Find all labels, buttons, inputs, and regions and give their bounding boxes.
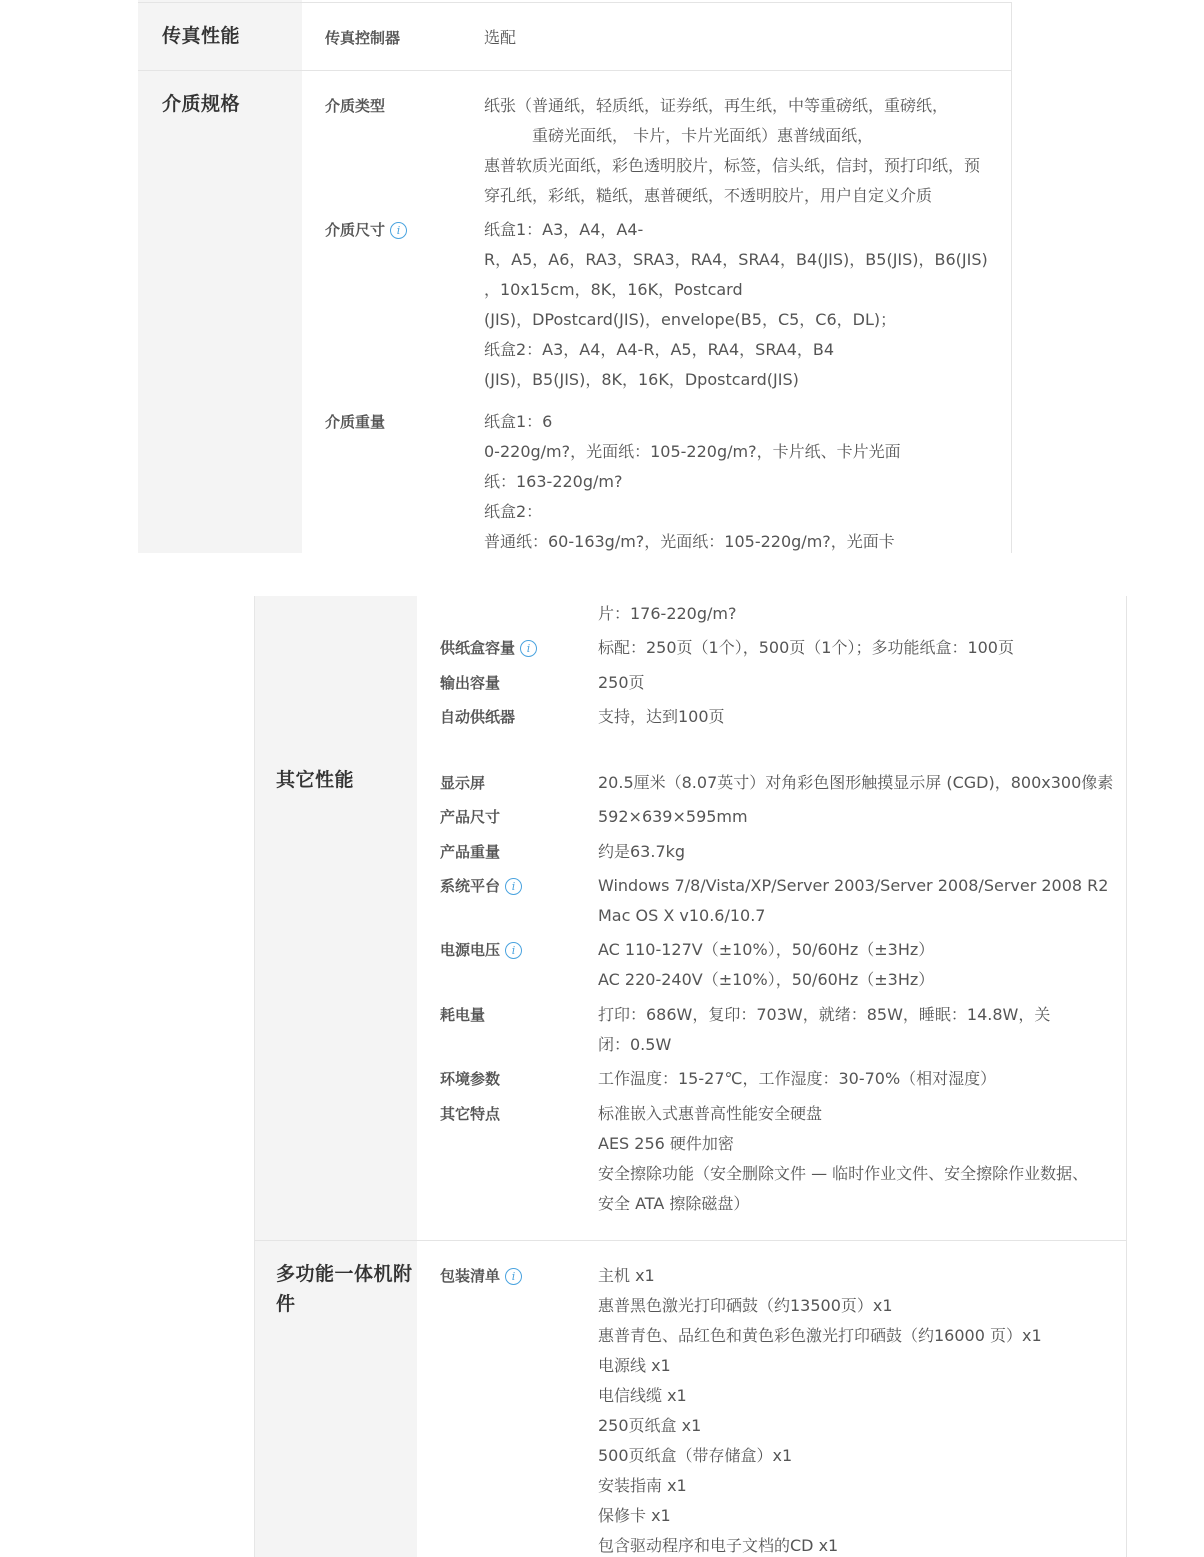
spec-value-display: 20.5厘米（8.07英寸）对角彩色图形触摸显示屏 (CGD)，800x300像素	[598, 773, 1114, 792]
spec-value-tray-capacity: 标配：250页（1个），500页（1个）；多功能纸盒：100页	[598, 638, 1014, 657]
list-item: 保修卡 x1	[598, 1506, 671, 1525]
spec-value-media-size: 纸盒1：A3，A4，A4- R，A5，A6，RA3，SRA3，RA4，SRA4，B4(JIS)，B5(JIS)，B6(JIS) ，10x15cm，8K，16K，Postcard (JIS)，DPostcard(JIS)，envelope(B5，C5，C6，DL)； 纸盒2：A3，A4，A4-R，A5，RA4，SRA4，B4 (JIS)，B5(JIS)，8K，16K，Dpostcard(JIS)	[484, 220, 988, 389]
list-item: 包含驱动程序和电子文档的CD x1	[598, 1536, 839, 1555]
spec-value-package	[598, 1261, 1042, 1557]
spec-table-top	[138, 0, 1012, 553]
spec-value-media-weight-continued: 片：176-220g/m?	[598, 604, 737, 623]
spec-label-package: 包装清单 i	[440, 1261, 522, 1291]
spec-label-media-type: 介质类型	[325, 97, 386, 115]
spec-label-output-capacity: 输出容量	[440, 674, 501, 692]
divider	[254, 1240, 1127, 1241]
spec-value-dimensions: 592×639×595mm	[598, 807, 748, 826]
list-item: 安装指南 x1	[598, 1476, 687, 1495]
list-item: 电源线 x1	[598, 1356, 671, 1375]
category-fax: 传真性能	[162, 25, 241, 47]
category-column	[254, 596, 417, 1557]
info-icon[interactable]: i	[520, 640, 537, 657]
category-column	[138, 0, 302, 553]
spec-label-os: 系统平台 i	[440, 871, 522, 901]
divider	[138, 70, 1012, 71]
info-icon[interactable]: i	[505, 878, 522, 895]
list-item: 500页纸盒（带存储盒）x1	[598, 1446, 793, 1465]
spec-table-bottom	[254, 596, 1127, 1557]
spec-value-os: Windows 7/8/Vista/XP/Server 2003/Server 2008/Server 2008 R2 Mac OS X v10.6/10.7	[598, 876, 1109, 925]
spec-value-media-weight: 纸盒1：6 0-220g/m?，光面纸：105-220g/m?，卡片纸、卡片光面 纸：163-220g/m? 纸盒2： 普通纸：60-163g/m?，光面纸：105-220g/m?，光面卡	[484, 412, 901, 551]
spec-label-media-size: 介质尺寸 i	[325, 215, 407, 245]
info-icon[interactable]: i	[390, 222, 407, 239]
spec-value-power-consumption: 打印：686W，复印：703W，就绪：85W，睡眠：14.8W，关 闭：0.5W	[598, 1005, 1051, 1054]
info-icon[interactable]: i	[505, 1268, 522, 1285]
spec-label-other-features: 其它特点	[440, 1105, 501, 1123]
spec-label-adf: 自动供纸器	[440, 708, 516, 726]
category-accessories: 多功能一体机附 件	[276, 1263, 413, 1315]
spec-value-environment: 工作温度：15-27℃，工作湿度：30-70%（相对湿度）	[598, 1069, 997, 1088]
list-item: 电信线缆 x1	[598, 1386, 687, 1405]
spec-label-tray-capacity: 供纸盒容量 i	[440, 633, 537, 663]
spec-label-media-weight: 介质重量	[325, 413, 386, 431]
list-item: 250页纸盒 x1	[598, 1416, 702, 1435]
spec-label-environment: 环境参数	[440, 1070, 501, 1088]
list-item: 惠普青色、品红色和黄色彩色激光打印硒鼓（约16000 页）x1	[598, 1326, 1042, 1345]
divider	[1126, 596, 1127, 1557]
spec-label-power-voltage: 电源电压 i	[440, 935, 522, 965]
spec-value-weight: 约是63.7kg	[598, 842, 686, 861]
divider	[138, 2, 1012, 3]
category-media: 介质规格	[162, 93, 241, 115]
spec-value-fax-controller: 选配	[484, 28, 517, 47]
info-icon[interactable]: i	[505, 942, 522, 959]
spec-label-dimensions: 产品尺寸	[440, 808, 501, 826]
spec-value-other-features: 标准嵌入式惠普高性能安全硬盘 AES 256 硬件加密 安全擦除功能（安全删除文件 — 临时作业文件、安全擦除作业数据、 安全 ATA 擦除磁盘）	[598, 1104, 1089, 1213]
spec-label-display: 显示屏	[440, 774, 486, 792]
divider	[1011, 2, 1012, 553]
spec-value-adf: 支持，达到100页	[598, 707, 725, 726]
spec-label-power-consumption: 耗电量	[440, 1006, 486, 1024]
list-item: 惠普黑色激光打印硒鼓（约13500页）x1	[598, 1296, 893, 1315]
spec-value-output-capacity: 250页	[598, 673, 645, 692]
category-other: 其它性能	[276, 769, 355, 791]
spec-label-weight: 产品重量	[440, 843, 501, 861]
spec-value-power-voltage: AC 110-127V（±10%），50/60Hz（±3Hz） AC 220-240V（±10%），50/60Hz（±3Hz）	[598, 940, 935, 989]
spec-value-media-type: 纸张（普通纸，轻质纸，证券纸，再生纸，中等重磅纸，重磅纸， 重磅光面纸， 卡片，卡片光面纸）惠普绒面纸， 惠普软质光面纸，彩色透明胶片，标签，信头纸，信封，预打印纸，预 穿孔纸，彩纸，糙纸，惠普硬纸，不透明胶片，用户自定义介质	[484, 96, 981, 205]
spec-label-fax-controller: 传真控制器	[325, 29, 401, 47]
list-item: 主机 x1	[598, 1266, 655, 1285]
